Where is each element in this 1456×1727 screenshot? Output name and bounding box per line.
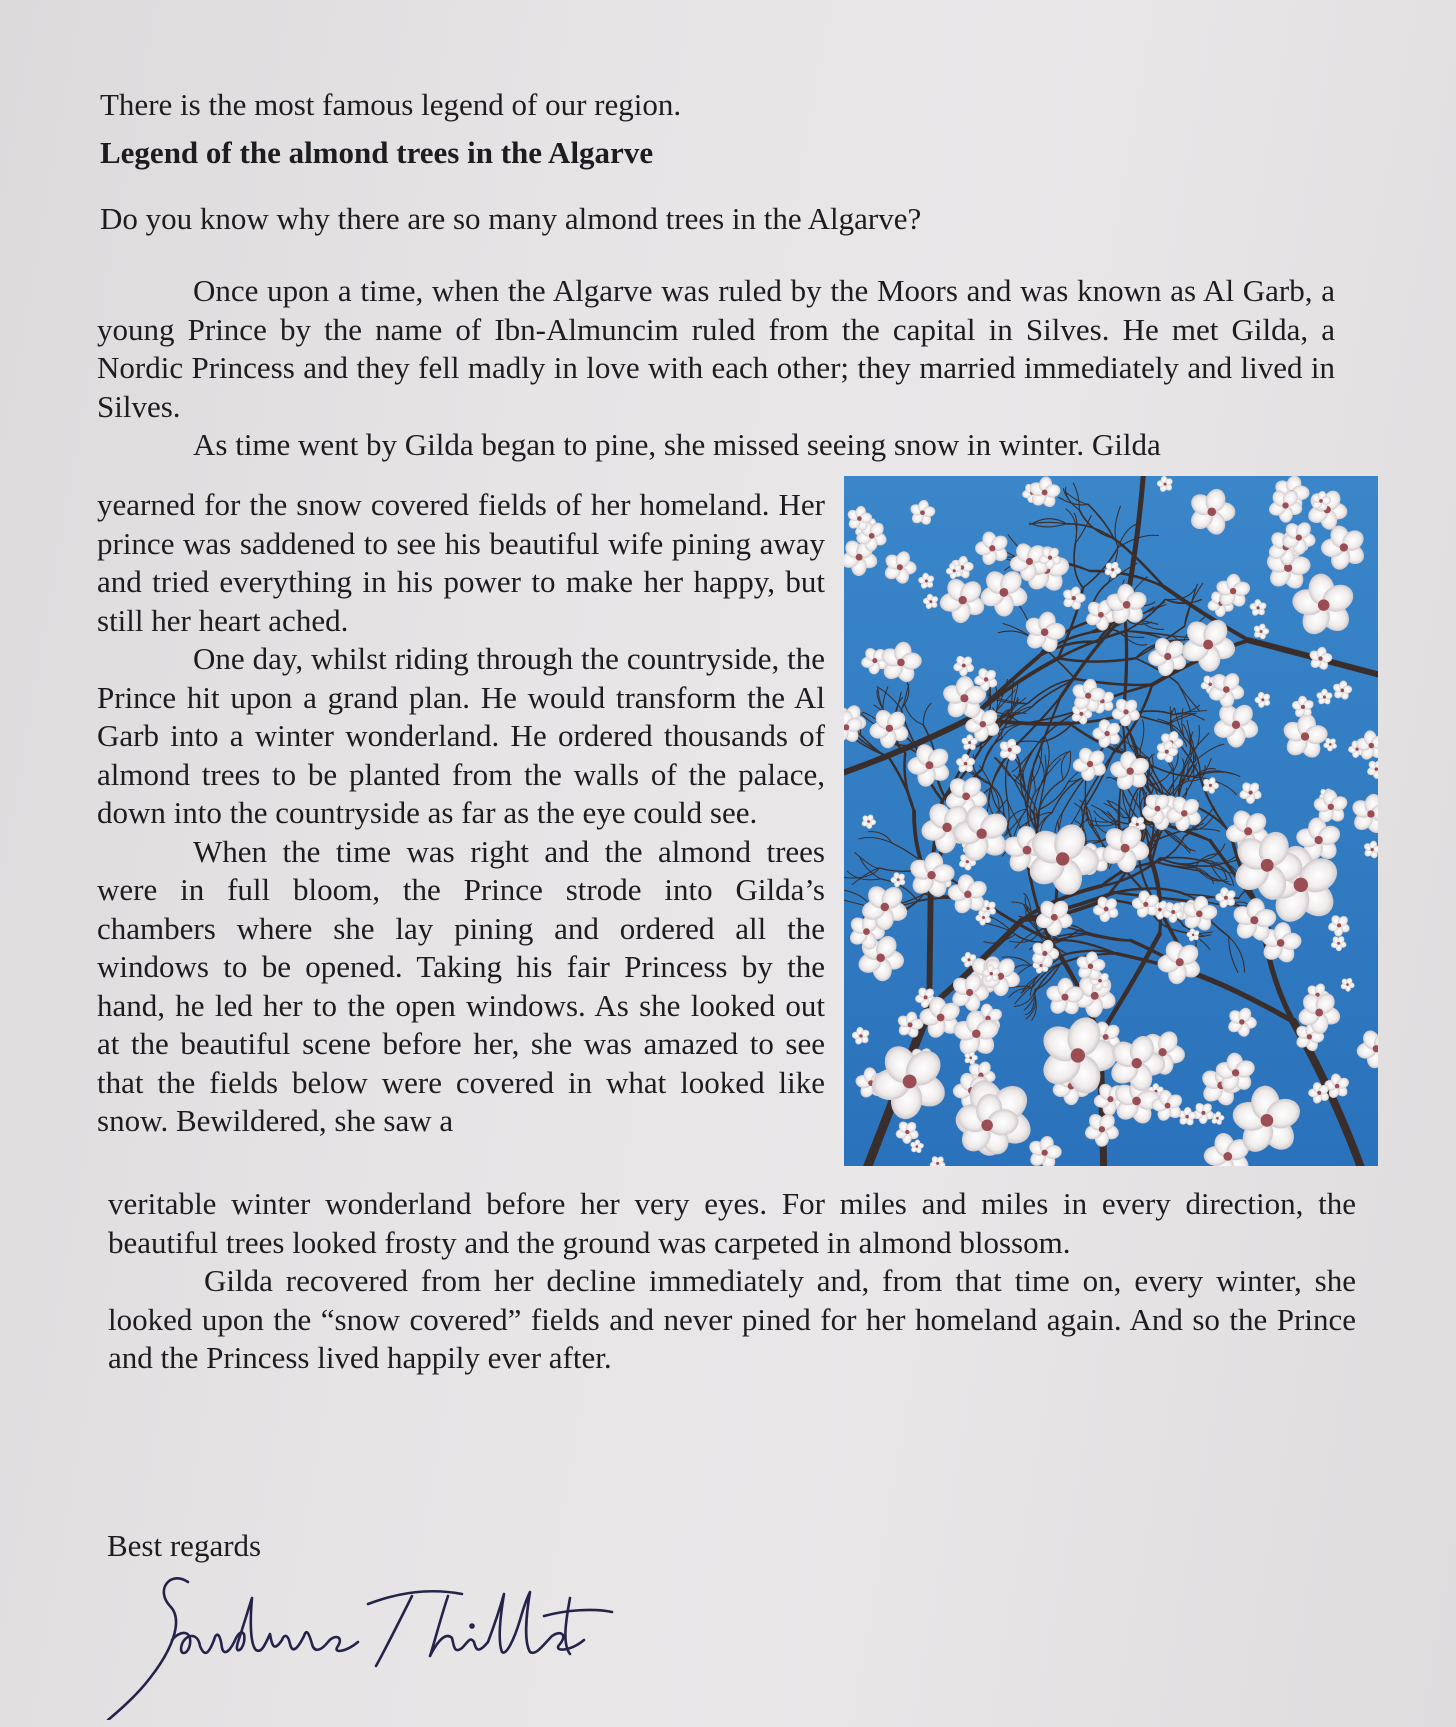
question-line: Do you know why there are so many almond trees in the Algarve?	[100, 201, 922, 236]
story-top-paragraphs	[97, 272, 1335, 465]
show-through-text	[980, 54, 987, 85]
story-paragraph: One day, whilst riding through the countryside, the Prince hit upon a grand plan. He would transform the Al Garb into a winter wonderland. He ordered thousands of almond trees to be planted from the walls of the palace, down into the countryside as far as the eye could see.	[97, 641, 825, 830]
closing-line: Best regards	[107, 1528, 262, 1563]
story-paragraph: yearned for the snow covered fields of her homeland. Her prince was saddened to see his beautiful wife pining away and tried everything in his power to make her happy, but still her heart ached.	[97, 487, 825, 638]
almond-blossom-photo	[844, 476, 1378, 1166]
story-left-column	[97, 486, 825, 1141]
story-paragraph: veritable winter wonderland before her very eyes. For miles and miles in every direction, the beautiful trees looked frosty and the ground was carpeted in almond blossom.	[108, 1186, 1356, 1260]
signature	[100, 1560, 620, 1720]
intro-line: There is the most famous legend of our region.	[100, 87, 682, 122]
story-bottom-paragraphs	[108, 1185, 1356, 1378]
story-paragraph: As time went by Gilda began to pine, she missed seeing snow in winter. Gilda	[193, 427, 1161, 462]
almond-blossom-image	[844, 476, 1378, 1166]
story-paragraph: Gilda recovered from her decline immediately and, from that time on, every winter, she looked upon the “snow covered” fields and never pined for her homeland again. And so the Prince and the Princess lived happily ever after.	[108, 1263, 1356, 1375]
handwritten-signature	[100, 1560, 620, 1720]
story-paragraph: When the time was right and the almond trees were in full bloom, the Prince strode into Gilda’s chambers where she lay pining and ordered all the windows to be opened. Taking his fair Princess by the hand, he led her to the open windows. As she looked out at the beautiful scene before her, she was amazed to see that the fields below were covered in what looked like snow. Bewildered, she saw a	[97, 833, 825, 1138]
legend-title: Legend of the almond trees in the Algarve	[100, 135, 654, 170]
story-paragraph: Once upon a time, when the Algarve was ruled by the Moors and was known as Al Garb, a young Prince by the name of Ibn-Almuncim ruled from the capital in Silves. He met Gilda, a Nordic Princess and they fell madly in love with each other; they married immediately and lived in Silves.	[97, 273, 1335, 424]
